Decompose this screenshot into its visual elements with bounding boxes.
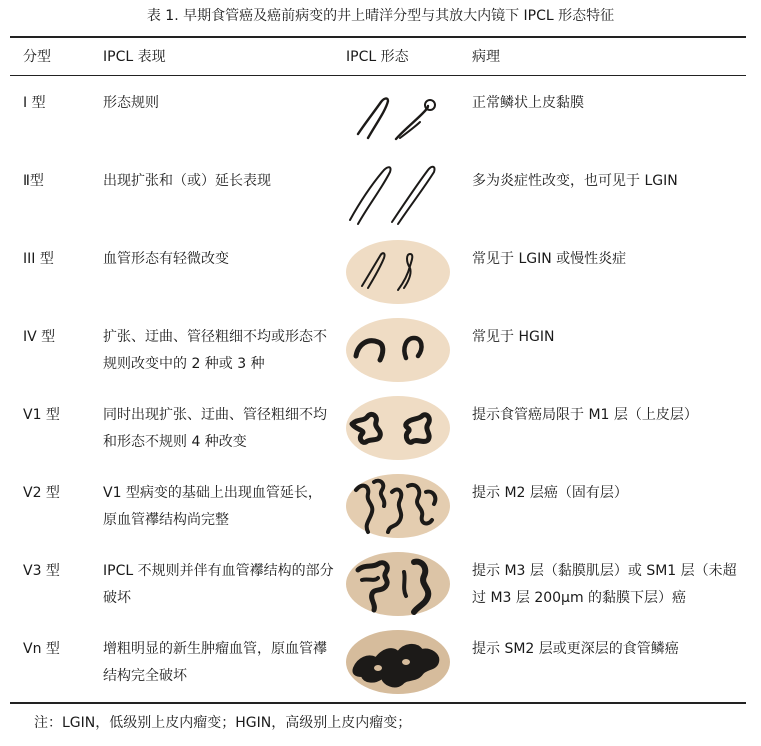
table-row [0, 312, 761, 390]
row-type: V2 型 [23, 485, 60, 501]
row-ipcl: IPCL 不规则并伴有血管襻结构的部分破坏 [103, 563, 334, 606]
row-type: Vn 型 [23, 641, 60, 657]
row-ipcl: 同时出现扩张、迂曲、管径粗细不均和形态不规则 4 种改变 [103, 407, 327, 450]
row-pathology: 正常鳞状上皮黏膜 [472, 95, 584, 111]
row-pathology: 提示 SM2 层或更深层的食管鳞癌 [472, 641, 679, 657]
ipcl-type-1-illustration [344, 82, 452, 150]
table-header-rule [10, 75, 746, 76]
ipcl-type-3-illustration [344, 238, 452, 306]
row-type: IV 型 [23, 329, 56, 345]
ipcl-type-vn-illustration [344, 628, 452, 696]
table-row [0, 234, 761, 312]
table-footnote: 注：LGIN，低级别上皮内瘤变；HGIN，高级别上皮内瘤变； [34, 715, 412, 731]
row-ipcl: 形态规则 [103, 95, 159, 111]
ipcl-type-4-illustration [344, 316, 452, 384]
header-shape: IPCL 形态 [346, 49, 409, 65]
header-ipcl: IPCL 表现 [103, 49, 166, 65]
row-pathology: 多为炎症性改变，也可见于 LGIN [472, 173, 678, 189]
row-ipcl: 血管形态有轻微改变 [103, 251, 229, 267]
table-row [0, 78, 761, 156]
ipcl-type-2-illustration [344, 160, 452, 228]
row-pathology: 常见于 HGIN [472, 329, 555, 345]
row-type: I 型 [23, 95, 46, 111]
table-row [0, 468, 761, 546]
header-type: 分型 [23, 49, 51, 65]
table-title: 表 1. 早期食管癌及癌前病变的井上晴洋分型与其放大内镜下 IPCL 形态特征 [146, 8, 615, 24]
ipcl-type-v2-illustration [344, 472, 452, 540]
row-type: Ⅱ型 [23, 173, 44, 189]
row-pathology: 提示 M2 层癌（固有层） [472, 485, 628, 501]
row-type: III 型 [23, 251, 54, 267]
table-top-rule [10, 36, 746, 38]
table-bottom-rule [10, 702, 746, 704]
table-row [0, 390, 761, 468]
row-ipcl: 增粗明显的新生肿瘤血管，原血管襻结构完全破坏 [103, 641, 327, 684]
ipcl-type-v3-illustration [344, 550, 452, 618]
header-pathology: 病理 [472, 49, 500, 65]
row-ipcl: 扩张、迂曲、管径粗细不均或形态不规则改变中的 2 种或 3 种 [103, 329, 327, 372]
table-row [0, 624, 761, 702]
ipcl-type-v1-illustration [344, 394, 452, 462]
row-ipcl: V1 型病变的基础上出现血管延长，原血管襻结构尚完整 [103, 485, 322, 528]
row-pathology: 提示食管癌局限于 M1 层（上皮层） [472, 407, 698, 423]
row-ipcl: 出现扩张和（或）延长表现 [103, 173, 271, 189]
row-type: V1 型 [23, 407, 60, 423]
row-pathology: 提示 M3 层（黏膜肌层）或 SM1 层（未超过 M3 层 200μm 的黏膜下层）癌 [472, 563, 737, 606]
table-row [0, 546, 761, 624]
table-row [0, 156, 761, 234]
row-pathology: 常见于 LGIN 或慢性炎症 [472, 251, 627, 267]
row-type: V3 型 [23, 563, 60, 579]
